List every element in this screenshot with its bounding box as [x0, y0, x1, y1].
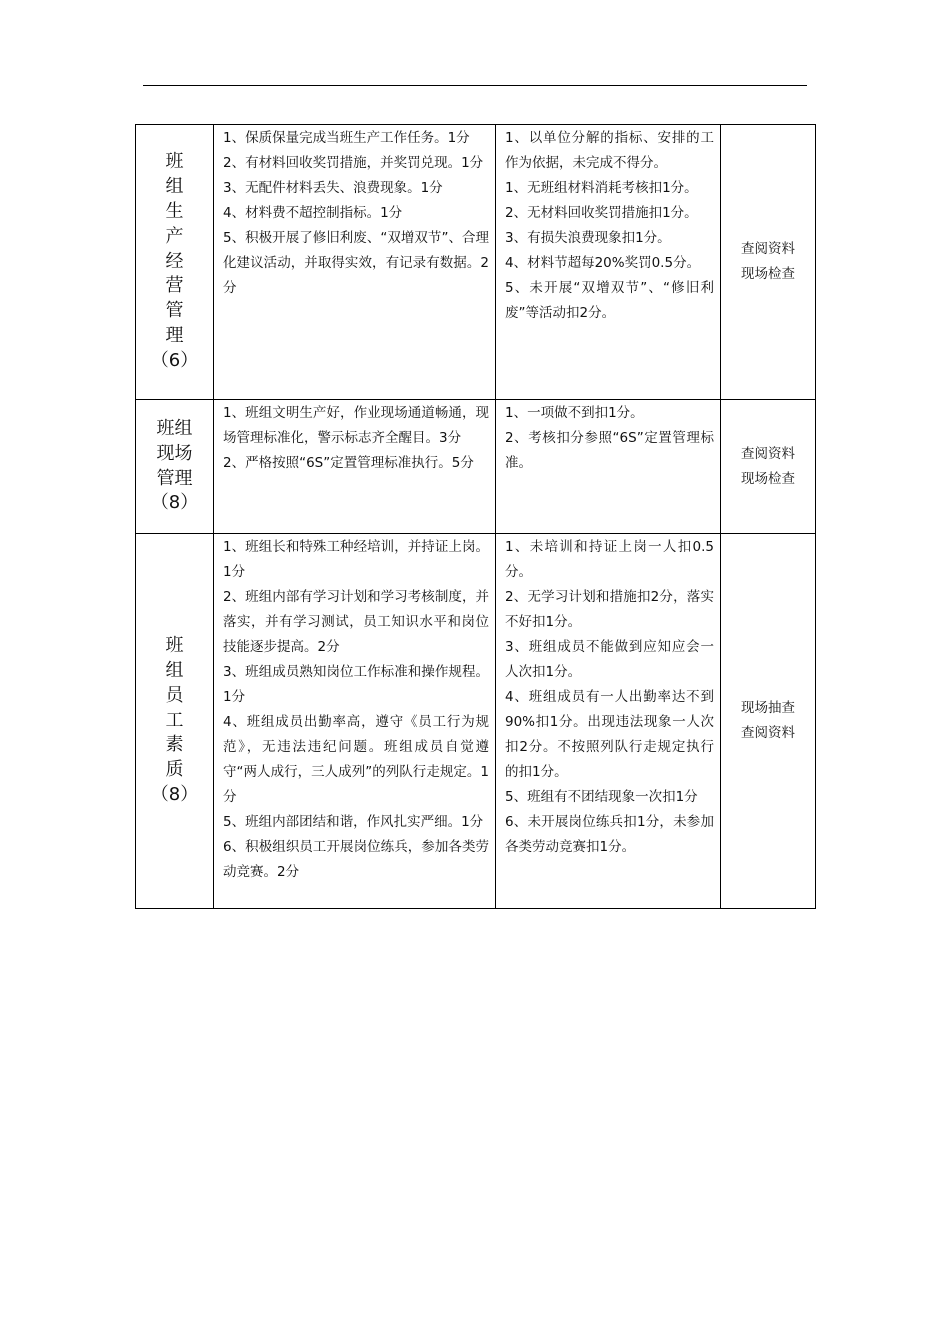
deduction-item: 2、考核扣分参照“6S”定置管理标准。	[505, 430, 714, 471]
standard-item: 5、班组内部团结和谐，作风扎实严细。1分	[223, 814, 484, 830]
category-cell	[136, 125, 214, 400]
deductions-cell	[496, 125, 721, 400]
deduction-item: 4、材料节超每20%奖罚0.5分。	[505, 255, 701, 271]
assessment-table	[135, 124, 816, 909]
deduction-item: 1、一项做不到扣1分。	[505, 405, 644, 421]
deduction-item: 2、无学习计划和措施扣2分，落实不好扣1分。	[505, 589, 714, 630]
standard-item: 5、积极开展了修旧利废、“双增双节”、合理化建议活动，并取得实效，有记录有数据。2分	[223, 230, 489, 296]
category-name: 班组员工素质	[165, 635, 184, 781]
deduction-item: 1、无班组材料消耗考核扣1分。	[505, 180, 698, 196]
method-item: 查阅资料	[741, 241, 795, 257]
standard-item: 4、班组成员出勤率高，遵守《员工行为规范》，无违法违纪问题。班组成员自觉遵守“两人成行，三人成列”的列队行走规定。1分	[223, 714, 489, 805]
method-cell	[721, 125, 816, 400]
category-cell	[136, 400, 214, 534]
table-row	[136, 125, 816, 400]
deduction-item: 4、班组成员有一人出勤率达不到90%扣1分。出现违法现象一人次扣2分。不按照列队行走规定执行的扣1分。	[505, 689, 714, 780]
method-cell	[721, 534, 816, 909]
category-cell	[136, 534, 214, 909]
table-row	[136, 400, 816, 534]
standard-item: 3、班组成员熟知岗位工作标准和操作规程。1分	[223, 664, 489, 705]
standard-item: 1、班组文明生产好，作业现场通道畅通，现场管理标准化，警示标志齐全醒目。3分	[223, 405, 489, 446]
category-score: （6）	[150, 349, 199, 371]
deductions-cell	[496, 400, 721, 534]
deduction-item: 3、有损失浪费现象扣1分。	[505, 230, 671, 246]
deduction-item: 1、以单位分解的指标、安排的工作为依据，未完成不得分。	[505, 130, 714, 171]
deduction-item: 5、班组有不团结现象一次扣1分	[505, 789, 698, 805]
header-rule	[143, 85, 807, 86]
method-cell	[721, 400, 816, 534]
method-item: 查阅资料	[741, 725, 795, 741]
deductions-cell	[496, 534, 721, 909]
method-item: 现场检查	[741, 470, 795, 487]
table-row	[136, 534, 816, 909]
deduction-item: 1、未培训和持证上岗一人扣0.5分。	[505, 539, 714, 580]
standards-cell	[214, 125, 496, 400]
category-name: 班组生产经营管理	[165, 151, 184, 346]
deduction-item: 5、未开展“双增双节”、“修旧利废”等活动扣2分。	[505, 280, 714, 321]
standard-item: 2、班组内部有学习计划和学习考核制度，并落实，并有学习测试，员工知识水平和岗位技能逐步提高。2分	[223, 589, 489, 655]
standard-item: 2、有材料回收奖罚措施，并奖罚兑现。1分	[223, 155, 484, 171]
deduction-item: 6、未开展岗位练兵扣1分，未参加各类劳动竞赛扣1分。	[505, 814, 714, 855]
deduction-item: 2、无材料回收奖罚措施扣1分。	[505, 205, 698, 221]
method-item: 现场抽查	[741, 700, 795, 716]
standards-cell	[214, 400, 496, 534]
standard-item: 2、严格按照“6S”定置管理标准执行。5分	[223, 455, 474, 471]
standard-item: 1、保质保量完成当班生产工作任务。1分	[223, 130, 470, 146]
standard-item: 4、材料费不超控制指标。1分	[223, 205, 403, 221]
method-item: 现场检查	[741, 266, 795, 282]
standards-cell	[214, 534, 496, 909]
standard-item: 1、班组长和特殊工种经培训，并持证上岗。1分	[223, 539, 489, 580]
category-score: （8）	[150, 783, 199, 805]
standard-item: 3、无配件材料丢失、浪费现象。1分	[223, 180, 443, 196]
category-name: 班组现场管理	[156, 417, 193, 489]
category-score: （8）	[150, 492, 199, 514]
deduction-item: 3、班组成员不能做到应知应会一人次扣1分。	[505, 639, 714, 680]
method-item: 查阅资料	[741, 445, 795, 462]
standard-item: 6、积极组织员工开展岗位练兵，参加各类劳动竞赛。2分	[223, 839, 489, 880]
